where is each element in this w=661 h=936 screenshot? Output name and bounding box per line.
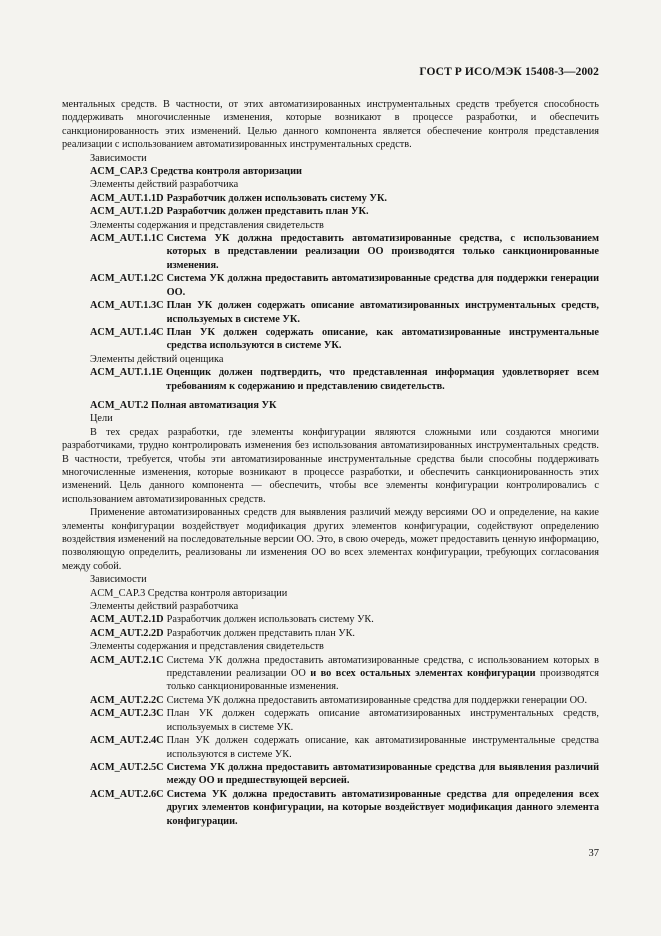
intro-paragraph: ментальных средств. В частности, от этих автоматизированных инструментальных средств требуется способность поддерживать многочисленные изменения, которые возникают в процессе разработки, и обеспечить санкционированность этих изменений. Целью данного компонента является обеспечение контроля представления реализации с использованием автоматизированных инструментальных средств. bbox=[62, 99, 599, 151]
section-heading: ACM_AUT.2 Полная автоматизация УК bbox=[90, 399, 277, 411]
developer-actions-label: Элементы действий разработчика bbox=[90, 601, 239, 613]
requirement-code: ACM_AUT.2.1D bbox=[90, 614, 164, 626]
requirement-code: ACM_AUT.2.3C bbox=[90, 708, 164, 720]
requirement-item bbox=[62, 232, 599, 272]
goals-label: Цели bbox=[90, 413, 113, 425]
content-elements-label: Элементы содержания и представления свидетельств bbox=[90, 219, 324, 231]
requirement-item bbox=[62, 707, 599, 734]
requirement-text: Разработчик должен представить план УК. bbox=[166, 206, 369, 218]
requirement-code: ACM_AUT.1.1E bbox=[90, 367, 164, 379]
requirement-text: План УК должен содержать описание автоматизированных инструментальных средств, используемых в системе УК. bbox=[166, 300, 599, 325]
goals-paragraph: Применение автоматизированных средств для выявления различий между версиями ОО и определение, на какие элементы конфигурации воздействует модификация других элементов конфигурации, содействуют определению воздействия изменений на последовательные версии ОО. Это, в свою очередь, может предоставить ценную информацию, позволяющую определить, реализованы ли изменения ОО во всех элементах конфигурации, требующих согласования между собой. bbox=[62, 507, 599, 572]
requirement-text: Разработчик должен использовать систему УК. bbox=[166, 192, 387, 204]
requirement-item bbox=[62, 761, 599, 788]
requirement-item bbox=[62, 299, 599, 326]
requirement-text-emphasis: и во всех остальных элементах конфигурации bbox=[310, 668, 536, 680]
requirement-text: Система УК должна предоставить автоматизированные средства для поддержки генерации ОО. bbox=[166, 273, 599, 298]
requirement-code: ACM_AUT.2.1C bbox=[90, 654, 164, 666]
requirement-item bbox=[62, 366, 599, 393]
requirement-text bbox=[167, 654, 599, 694]
document-header: ГОСТ Р ИСО/МЭК 15408-3—2002 bbox=[419, 66, 599, 78]
developer-actions-label: Элементы действий разработчика bbox=[90, 179, 239, 191]
requirement-text: План УК должен содержать описание автоматизированных инструментальных средств, используемых в системе УК. bbox=[166, 708, 599, 733]
requirement-item bbox=[62, 734, 599, 761]
goals-paragraph: В тех средах разработки, где элементы конфигурации являются сложными или создаются многими разработчиками, трудно контролировать изменения без использования автоматизированных инструментальных средств. В частности, требуется, чтобы эти автоматизированные инструментальные средства были способны поддерживать многочисленные изменения, которые возникают в процессе разработки, и обеспечить санкционированность этих изменений. Цель данного компонента — обеспечить, чтобы все элементы конфигурации контролировались с использованием автоматизированных средств. bbox=[62, 426, 599, 505]
requirement-text: Система УК должна предоставить автоматизированные средства, с использованием которых в представлении реализации ОО производятся только санкционированные изменения. bbox=[166, 233, 599, 271]
requirement-text-part: Система УК должна предоставить автоматизированные средства, с использованием которых в представлении реализации ОО bbox=[166, 654, 599, 680]
requirement-code: ACM_AUT.1.4C bbox=[90, 326, 164, 338]
requirement-code: ACM_AUT.2.6C bbox=[90, 788, 164, 800]
requirement-code: ACM_AUT.2.4C bbox=[90, 735, 164, 747]
requirement-item bbox=[62, 788, 599, 828]
requirement-text: Система УК должна предоставить автоматизированные средства для выявления различий между ОО и предшествующей версией. bbox=[166, 761, 599, 787]
requirement-code: ACM_AUT.2.2C bbox=[90, 694, 164, 706]
dependencies-label: Зависимости bbox=[90, 574, 147, 586]
page-body bbox=[62, 98, 599, 828]
requirement-item bbox=[62, 627, 599, 640]
dependencies-label: Зависимости bbox=[90, 152, 147, 164]
evaluator-actions-label: Элементы действий оценщика bbox=[90, 353, 224, 365]
requirement-text: План УК должен содержать описание, как автоматизированные инструментальные средства используются в системе УК. bbox=[166, 735, 599, 760]
requirement-item bbox=[62, 326, 599, 353]
requirement-text-part: производятся только санкционированные изменения. bbox=[166, 668, 599, 693]
requirement-item bbox=[62, 654, 599, 694]
requirement-item bbox=[62, 272, 599, 299]
requirement-text: Разработчик должен представить план УК. bbox=[166, 627, 356, 639]
requirement-text: Оценщик должен подтвердить, что представленная информация удовлетворяет всем требованиям к содержанию и представлению свидетельств. bbox=[166, 367, 599, 392]
requirement-text: Разработчик должен использовать систему УК. bbox=[166, 614, 374, 626]
requirement-code: ACM_AUT.2.5C bbox=[90, 761, 164, 773]
requirement-item bbox=[62, 205, 599, 218]
requirement-code: ACM_AUT.1.2C bbox=[90, 273, 164, 285]
requirement-item bbox=[62, 192, 599, 205]
page-number: 37 bbox=[588, 848, 599, 859]
requirement-code: ACM_AUT.2.2D bbox=[90, 627, 164, 639]
requirement-item bbox=[62, 613, 599, 626]
content-elements-label: Элементы содержания и представления свидетельств bbox=[90, 641, 324, 653]
requirement-code: ACM_AUT.1.3C bbox=[90, 300, 164, 312]
requirement-text: Система УК должна предоставить автоматизированные средства для определения всех других элементов конфигурации, на которые воздействует модификация данного элемента конфигурации. bbox=[166, 788, 599, 827]
requirement-text: Система УК должна предоставить автоматизированные средства для поддержки генерации ОО. bbox=[166, 694, 588, 706]
dependency-item: ACM_CAP.3 Средства контроля авторизации bbox=[90, 166, 302, 178]
requirement-code: ACM_AUT.1.1C bbox=[90, 233, 164, 245]
requirement-code: ACM_AUT.1.1D bbox=[90, 192, 164, 204]
requirement-item bbox=[62, 694, 599, 707]
requirement-text: План УК должен содержать описание, как автоматизированные инструментальные средства используются в системе УК. bbox=[166, 326, 599, 352]
dependency-item: ACM_CAP.3 Средства контроля авторизации bbox=[90, 587, 288, 599]
requirement-code: ACM_AUT.1.2D bbox=[90, 206, 164, 218]
